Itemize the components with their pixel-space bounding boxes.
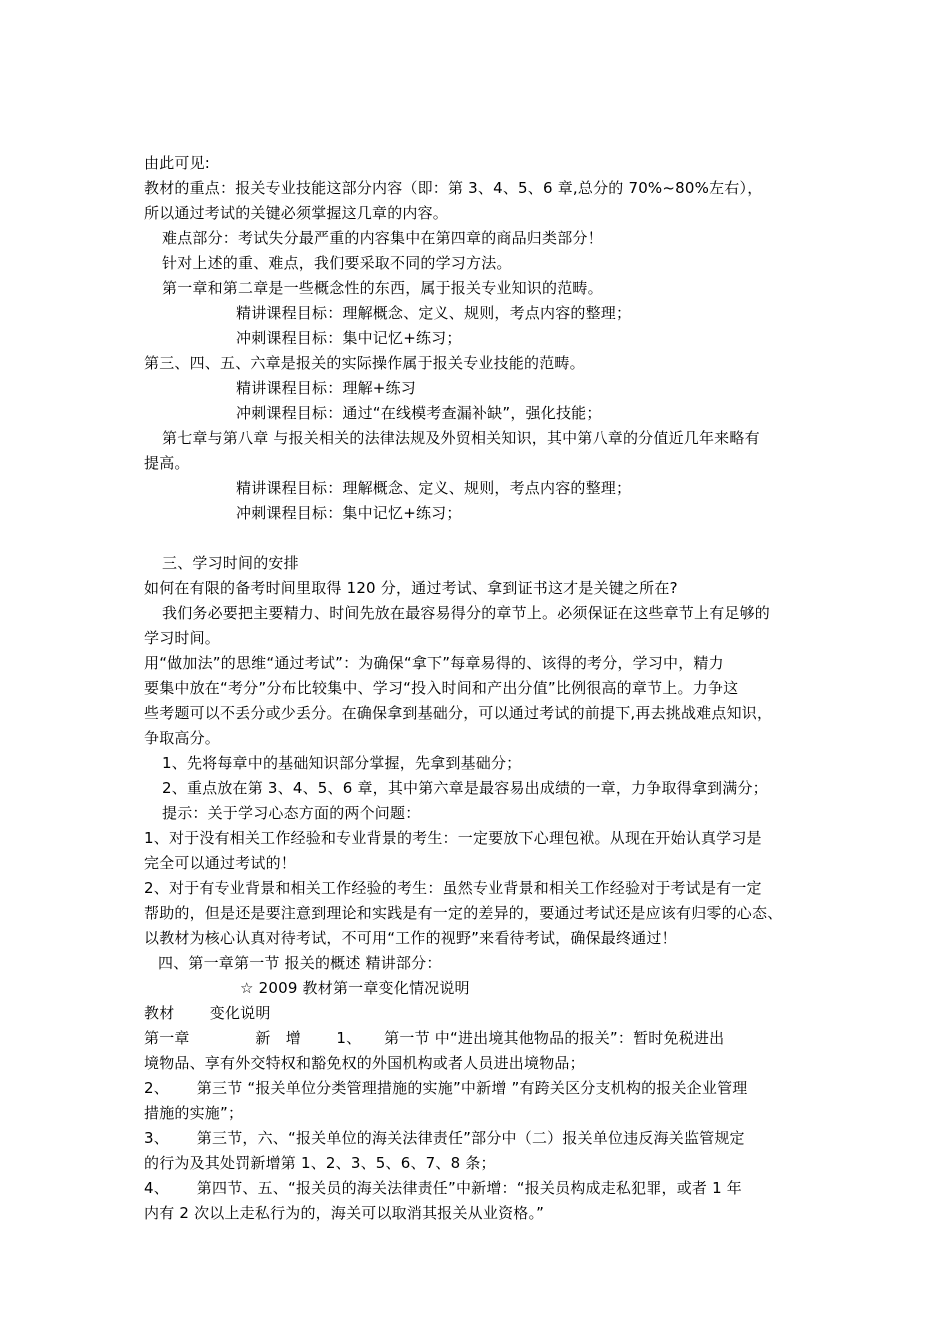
line-chapter-3-6: 第三、四、五、六章是报关的实际操作属于报关专业技能的范畴。 [144, 354, 585, 372]
change-item-4-cont: 内有 2 次以上走私行为的，海关可以取消其报关从业资格。” [144, 1204, 545, 1222]
tip-item-1: 1、对于没有相关工作经验和专业背景的考生：一定要放下心理包袱。从现在开始认真学习是 [144, 829, 762, 847]
change-item-1-cont: 境物品、享有外交特权和豁免权的外国机构或者人员进出境物品； [144, 1054, 585, 1072]
line-focus-cont: 学习时间。 [144, 629, 221, 647]
line-chapter-1-2: 第一章和第二章是一些概念性的东西，属于报关专业知识的范畴。 [162, 279, 603, 297]
line-chapter-7-8-cont: 提高。 [144, 454, 190, 472]
line-key-points: 教材的重点：报关专业技能这部分内容（即：第 3、4、5、6 章,总分的 70%~80%左右）， [144, 179, 763, 197]
section-heading-chapter-1: 四、第一章第一节 报关的概述 精讲部分： [158, 954, 442, 972]
subheading-changes-2009: ☆ 2009 教材第一章变化情况说明 [240, 979, 470, 997]
line-lecture-goal: 精讲课程目标：理解概念、定义、规则，考点内容的整理； [236, 304, 632, 322]
change-item-4: 4、 第四节、五、“报关员的海关法律责任”中新增：“报关员构成走私犯罪，或者 1 年 [144, 1179, 743, 1197]
change-item-3-cont: 的行为及其处罚新增第 1、2、3、5、6、7、8 条； [144, 1154, 496, 1172]
list-item-1: 1、先将每章中的基础知识部分掌握，先拿到基础分； [162, 754, 522, 772]
tip-item-2: 2、对于有专业背景和相关工作经验的考生：虽然专业背景和相关工作经验对于考试是有一定 [144, 879, 762, 897]
line-conclusion: 由此可见: [144, 154, 211, 172]
table-header: 教材 变化说明 [144, 1004, 271, 1022]
tip-item-2-cont2: 以教材为核心认真对待考试，不可用“工作的视野”来看待考试，确保最终通过！ [144, 929, 677, 947]
list-item-2: 2、重点放在第 3、4、5、6 章，其中第六章是最容易出成绩的一章，力争取得拿到满分； [162, 779, 768, 797]
tip-item-2-cont1: 帮助的，但是还是要注意到理论和实践是有一定的差异的，要通过考试还是应该有归零的心态、 [144, 904, 783, 922]
change-item-2: 2、 第三节 “报关单位分类管理措施的实施”中新增 ”有跨关区分支机构的报关企业管理 [144, 1079, 748, 1097]
change-item-1: 第一章 新 增 1、 第一节 中“进出境其他物品的报关”：暂时免税进出 [144, 1029, 725, 1047]
line-sprint-goal: 冲刺课程目标：集中记忆+练习； [236, 504, 462, 522]
tip-item-1-cont: 完全可以通过考试的！ [144, 854, 297, 872]
line-addition-thinking: 用“做加法”的思维“通过考试”：为确保“拿下”每章易得的、该得的考分，学习中，精力 [144, 654, 724, 672]
line-methods: 针对上述的重、难点，我们要采取不同的学习方法。 [162, 254, 512, 272]
line-lecture-goal: 精讲课程目标：理解概念、定义、规则，考点内容的整理； [236, 479, 632, 497]
line-question: 如何在有限的备考时间里取得 120 分，通过考试、拿到证书这才是关键之所在? [144, 579, 678, 597]
line-focus: 我们务必要把主要精力、时间先放在最容易得分的章节上。必须保证在这些章节上有足够的 [162, 604, 771, 622]
line-addition-thinking-cont1: 要集中放在“考分”分布比较集中、学习“投入时间和产出分值”比例很高的章节上。力争这 [144, 679, 739, 697]
line-chapter-7-8: 第七章与第八章 与报关相关的法律法规及外贸相关知识，其中第八章的分值近几年来略有 [162, 429, 760, 447]
change-item-3: 3、 第三节，六、“报关单位的海关法律责任”部分中（二）报关单位违反海关监管规定 [144, 1129, 745, 1147]
line-sprint-goal: 冲刺课程目标：通过“在线模考查漏补缺”，强化技能； [236, 404, 602, 422]
line-lecture-goal: 精讲课程目标：理解+练习 [236, 379, 416, 397]
change-item-2-cont: 措施的实施”； [144, 1104, 244, 1122]
line-key-points-cont: 所以通过考试的关键必须掌握这几章的内容。 [144, 204, 449, 222]
line-tip: 提示：关于学习心态方面的两个问题： [162, 804, 421, 822]
line-addition-thinking-cont2: 些考题可以不丢分或少丢分。在确保拿到基础分，可以通过考试的前提下,再去挑战难点知识， [144, 704, 773, 722]
line-sprint-goal: 冲刺课程目标：集中记忆+练习； [236, 329, 462, 347]
line-difficult-part: 难点部分：考试失分最严重的内容集中在第四章的商品归类部分！ [162, 229, 603, 247]
section-heading-study-schedule: 三、学习时间的安排 [162, 554, 299, 572]
line-addition-thinking-cont3: 争取高分。 [144, 729, 221, 747]
